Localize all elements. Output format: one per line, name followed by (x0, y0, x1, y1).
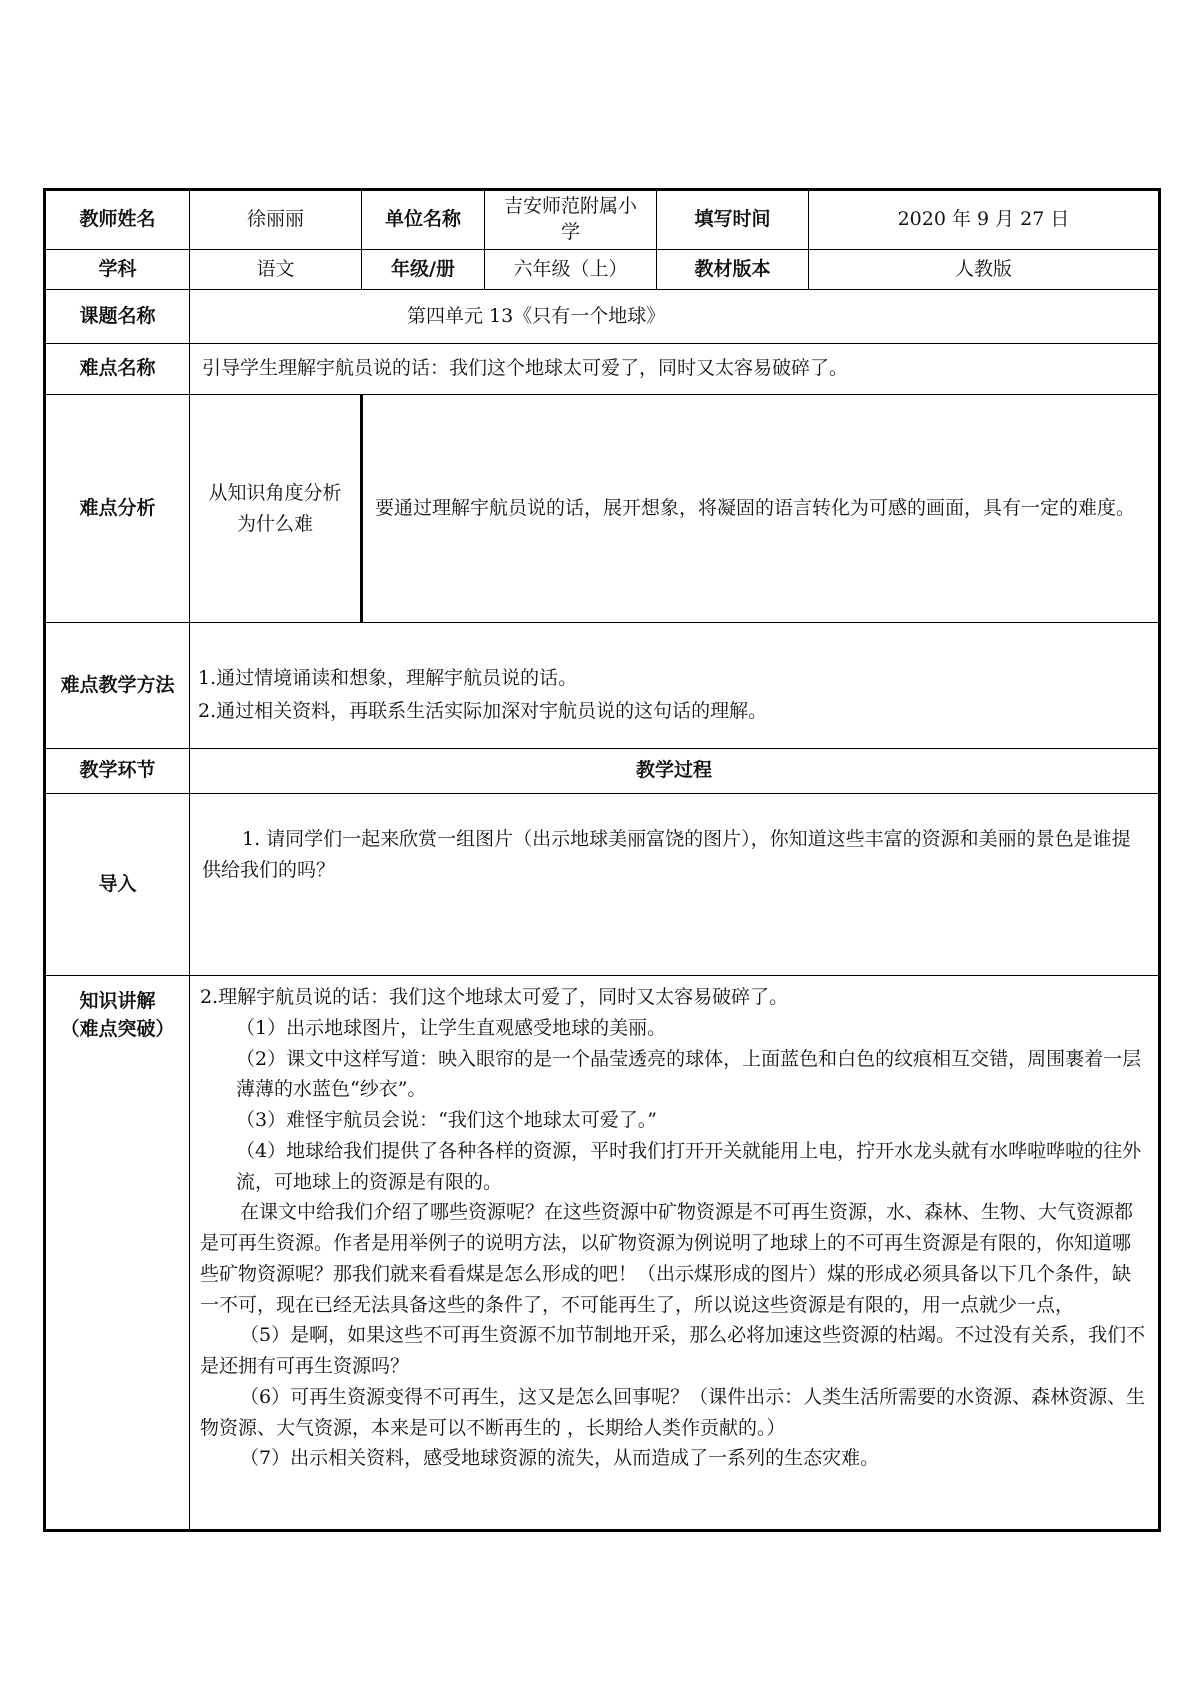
unit-name-value: 吉安师范附属小学 (485, 190, 657, 250)
fill-date-value: 2020 年 9 月 27 日 (809, 190, 1160, 250)
knowledge-para-6: （5）是啊，如果这些不可再生资源不加节制地开采，那么必将加速这些资源的枯竭。不过没有关系，我们不是还拥有可再生资源吗？ (200, 1324, 1146, 1378)
knowledge-para-4: （4）地球给我们提供了各种各样的资源，平时我们打开开关就能用上电，拧开水龙头就有水哗啦哗啦的往外流，可地球上的资源是有限的。 (236, 1139, 1142, 1193)
difficulty-label: 难点名称 (45, 344, 190, 395)
knowledge-para-0: 2.理解宇航员说的话：我们这个地球太可爱了，同时又太容易破碎了。 (200, 986, 789, 1008)
knowledge-label (45, 976, 190, 1531)
unit-name-label: 单位名称 (362, 190, 485, 250)
analysis-value: 要通过理解宇航员说的话，展开想象，将凝固的语言转化为可感的画面，具有一定的难度。 (362, 395, 1160, 623)
edition-value: 人教版 (809, 250, 1160, 290)
knowledge-content (190, 976, 1160, 1531)
knowledge-label-line-1: 知识讲解 (79, 990, 156, 1012)
method-line-2: 2.通过相关资料，再联系生活实际加深对宇航员说的这句话的理解。 (198, 699, 768, 722)
teacher-name-label: 教师姓名 (45, 190, 190, 250)
teacher-name-value: 徐丽丽 (190, 190, 362, 250)
stage-header-label: 教学环节 (45, 749, 190, 794)
grade-label: 年级/册 (362, 250, 485, 290)
lesson-plan-table (43, 188, 1161, 1532)
topic-value: 第四单元 13《只有一个地球》 (190, 290, 1160, 344)
process-header-label: 教学过程 (190, 749, 1160, 794)
intro-text: 1. 请同学们一起来欣赏一组图片（出示地球美丽富饶的图片），你知道这些丰富的资源和美丽的景色是谁提供给我们的吗？ (202, 828, 1131, 882)
knowledge-para-7: （6）可再生资源变得不可再生，这又是怎么回事呢？（课件出示：人类生活所需要的水资源、森林资源、生物资源、大气资源，本来是可以不断再生的 ，长期给人类作贡献的。） (200, 1385, 1146, 1439)
grade-value: 六年级（上） (485, 250, 657, 290)
intro-content (190, 794, 1160, 976)
knowledge-para-3: （3）难怪宇航员会说：“我们这个地球太可爱了。” (236, 1109, 658, 1132)
method-content (190, 623, 1160, 749)
method-label: 难点教学方法 (45, 623, 190, 749)
knowledge-para-5: 在课文中给我们介绍了哪些资源呢？在这些资源中矿物资源是不可再生资源，水、森林、生物、大气资源都是可再生资源。作者是用举例子的说明方法，以矿物资源为例说明了地球上的不可再生资源是有限的，你知道哪些矿物资源呢？那我们就来看看煤是怎么形成的吧！（出示煤形成的图片）煤的形成必须具备以下几个条件，缺一不可，现在已经无法具备这些的条件了，不可能再生了，所以说这些资源是有限的，用一点就少一点， (200, 1201, 1134, 1316)
knowledge-label-line-2: （难点突破） (60, 1017, 175, 1040)
knowledge-para-1: （1）出示地球图片，让学生直观感受地球的美丽。 (236, 1016, 667, 1039)
method-line-1: 1.通过情境诵读和想象，理解宇航员说的话。 (198, 667, 578, 690)
intro-label: 导入 (45, 794, 190, 976)
analysis-label: 难点分析 (45, 395, 190, 623)
difficulty-value: 引导学生理解宇航员说的话：我们这个地球太可爱了，同时又太容易破碎了。 (190, 344, 1160, 395)
topic-label: 课题名称 (45, 290, 190, 344)
knowledge-para-8: （7）出示相关资料，感受地球资源的流失，从而造成了一系列的生态灾难。 (240, 1447, 880, 1470)
knowledge-para-2: （2）课文中这样写道：映入眼帘的是一个晶莹透亮的球体，上面蓝色和白色的纹痕相互交错，周围裹着一层薄薄的水蓝色“纱衣”。 (236, 1047, 1142, 1101)
subject-value: 语文 (190, 250, 362, 290)
fill-date-label: 填写时间 (657, 190, 809, 250)
subject-label: 学科 (45, 250, 190, 290)
analysis-sub-label: 从知识角度分析为什么难 (190, 395, 362, 623)
edition-label: 教材版本 (657, 250, 809, 290)
